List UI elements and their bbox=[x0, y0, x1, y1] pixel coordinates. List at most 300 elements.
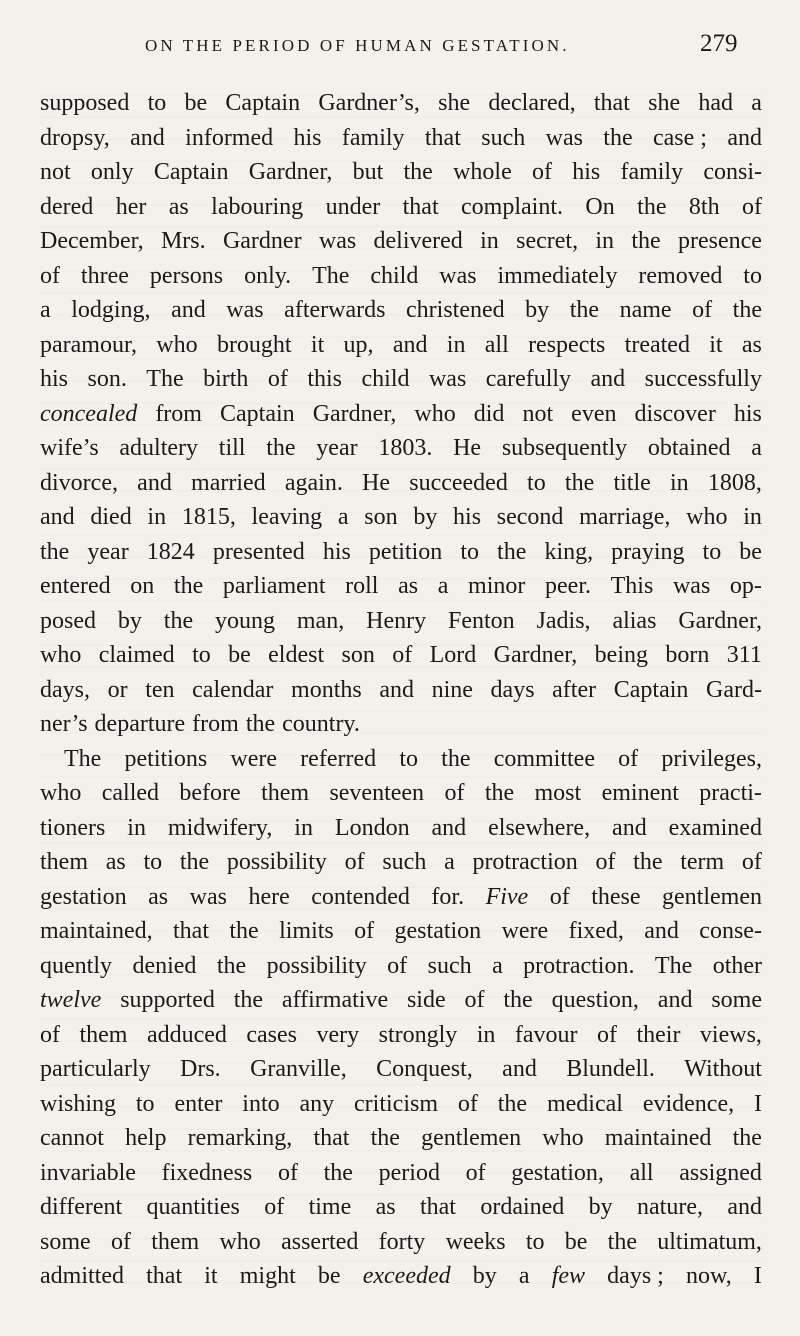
word: 1815, bbox=[181, 504, 236, 530]
word: treated bbox=[624, 331, 690, 358]
word: who bbox=[542, 1125, 584, 1151]
word: a bbox=[444, 849, 455, 875]
word: leaving bbox=[251, 504, 323, 530]
word: dered bbox=[40, 193, 94, 220]
word: minor bbox=[468, 573, 526, 599]
word: man, bbox=[296, 607, 345, 634]
word: and bbox=[392, 331, 428, 358]
word: who bbox=[414, 400, 456, 427]
word: Gardner, bbox=[678, 607, 762, 634]
word: favour bbox=[514, 1021, 578, 1048]
word: delivered bbox=[373, 228, 463, 254]
word: son bbox=[341, 642, 375, 668]
word: labouring bbox=[211, 193, 304, 220]
word: Five bbox=[485, 883, 529, 910]
word: tioners bbox=[40, 814, 106, 841]
word: not bbox=[40, 159, 71, 185]
word: contended bbox=[311, 883, 410, 910]
word: ultimatum, bbox=[657, 1228, 762, 1255]
word: only. bbox=[244, 262, 292, 289]
word: and bbox=[137, 469, 172, 496]
word: twelve bbox=[40, 987, 102, 1013]
word: for. bbox=[431, 883, 465, 910]
word: ordained bbox=[480, 1194, 565, 1220]
word: Gardner’s, bbox=[318, 90, 420, 116]
word: particularly bbox=[40, 1056, 151, 1082]
word: fixedness bbox=[161, 1159, 253, 1186]
text-line bbox=[40, 466, 762, 501]
word: 311 bbox=[726, 642, 762, 668]
word: as bbox=[105, 849, 126, 875]
word: of bbox=[464, 987, 485, 1013]
word: posed bbox=[40, 607, 96, 634]
word: of bbox=[549, 883, 570, 910]
word: who bbox=[219, 1228, 261, 1255]
word: the bbox=[40, 538, 70, 565]
word: denied bbox=[132, 952, 197, 979]
word: that bbox=[419, 1194, 456, 1220]
word: immediately bbox=[497, 262, 618, 289]
word: birth bbox=[203, 366, 249, 392]
word: The bbox=[64, 745, 102, 772]
word: secret, bbox=[516, 228, 579, 254]
word: the bbox=[370, 1125, 400, 1151]
word: be bbox=[564, 1228, 588, 1255]
word: might bbox=[239, 1263, 296, 1289]
word: was bbox=[189, 883, 227, 910]
word: the bbox=[497, 1090, 528, 1117]
word: of bbox=[597, 1021, 617, 1048]
word: persons bbox=[149, 262, 224, 289]
text-line bbox=[40, 259, 762, 294]
word: to bbox=[460, 538, 479, 565]
text-line bbox=[40, 121, 762, 156]
word: gentlemen bbox=[662, 883, 762, 910]
word: all bbox=[629, 1159, 654, 1186]
word: was bbox=[226, 297, 264, 323]
word: who bbox=[40, 780, 82, 806]
word: the bbox=[173, 573, 204, 599]
word: to bbox=[743, 262, 762, 289]
word: term bbox=[680, 849, 725, 875]
word: and bbox=[590, 366, 626, 392]
word: respects bbox=[528, 331, 606, 358]
word: fixed, bbox=[568, 918, 624, 944]
word: afterwards bbox=[284, 297, 386, 323]
word: son. bbox=[87, 366, 127, 392]
word: medical bbox=[546, 1090, 623, 1117]
text-line bbox=[40, 880, 762, 915]
word: 8th bbox=[688, 193, 720, 220]
word: the bbox=[216, 952, 247, 979]
word: and bbox=[612, 814, 647, 841]
word: the bbox=[233, 987, 264, 1013]
text-line bbox=[40, 604, 762, 639]
word: presence bbox=[678, 228, 762, 254]
word: He bbox=[453, 435, 482, 461]
text-line bbox=[40, 293, 762, 328]
word: being bbox=[594, 642, 648, 668]
word: were bbox=[501, 918, 549, 944]
word: case ; bbox=[652, 124, 707, 151]
text-line bbox=[40, 190, 762, 225]
word: strongly bbox=[378, 1021, 458, 1048]
word: was bbox=[672, 573, 711, 599]
word: and bbox=[727, 124, 762, 151]
word: only bbox=[90, 159, 134, 185]
text-line bbox=[40, 742, 762, 777]
word: Henry bbox=[366, 607, 427, 634]
word: praying bbox=[611, 538, 685, 565]
word: possibility bbox=[266, 952, 367, 979]
word: his bbox=[322, 538, 351, 565]
word: that bbox=[146, 1263, 183, 1289]
word: limits bbox=[279, 918, 334, 944]
word: Fenton bbox=[447, 607, 515, 634]
word: Blundell. bbox=[566, 1056, 655, 1082]
word: some bbox=[40, 1228, 91, 1255]
word: till bbox=[218, 435, 246, 461]
word: supported bbox=[120, 987, 215, 1013]
word: Drs. bbox=[180, 1056, 221, 1082]
word: or bbox=[107, 676, 128, 703]
word: gestation, bbox=[511, 1159, 604, 1186]
word: of bbox=[741, 193, 762, 220]
word: in bbox=[480, 228, 499, 254]
word: them bbox=[151, 1228, 200, 1255]
word: period bbox=[378, 1159, 440, 1186]
word: the bbox=[323, 1159, 353, 1186]
word: of bbox=[354, 918, 375, 944]
word: weeks bbox=[445, 1228, 506, 1255]
word: and bbox=[171, 297, 206, 323]
page-number: 279 bbox=[700, 30, 738, 57]
word: before bbox=[179, 780, 241, 806]
word: who bbox=[686, 504, 728, 530]
text-line bbox=[40, 362, 762, 397]
word: adduced bbox=[146, 1021, 227, 1048]
word: the bbox=[179, 849, 210, 875]
word: to bbox=[702, 538, 722, 565]
word: privileges, bbox=[661, 745, 762, 772]
text-line bbox=[40, 1087, 762, 1122]
word: a bbox=[751, 435, 762, 461]
word: affirmative bbox=[281, 987, 389, 1013]
text-line bbox=[40, 500, 762, 535]
word: admitted bbox=[40, 1263, 124, 1289]
word: days, bbox=[40, 676, 90, 703]
word: and bbox=[130, 124, 165, 151]
word: had bbox=[698, 90, 734, 116]
word: be bbox=[739, 538, 762, 565]
word: of bbox=[618, 745, 639, 772]
word: and bbox=[431, 814, 467, 841]
word: but bbox=[352, 159, 384, 185]
word: enter bbox=[174, 1090, 223, 1117]
word: was bbox=[439, 262, 477, 289]
word: alias bbox=[612, 607, 657, 634]
word: and bbox=[379, 676, 414, 703]
word: few bbox=[551, 1263, 586, 1289]
word: and bbox=[657, 987, 693, 1013]
word: Captain bbox=[613, 676, 689, 703]
word: cannot bbox=[40, 1125, 104, 1151]
word: who bbox=[40, 642, 82, 668]
word: their bbox=[636, 1021, 681, 1048]
word: did bbox=[473, 400, 505, 427]
text-line bbox=[40, 155, 762, 190]
running-title: ON THE PERIOD OF HUMAN GESTATION. bbox=[145, 36, 570, 55]
word: that bbox=[424, 124, 461, 151]
word: Captain bbox=[220, 400, 295, 427]
text-line bbox=[40, 673, 762, 708]
word: in bbox=[147, 504, 167, 530]
word: whole bbox=[453, 159, 512, 185]
word: by bbox=[525, 297, 550, 323]
word: Mrs. bbox=[160, 228, 206, 254]
word: days ; bbox=[607, 1263, 664, 1289]
word: of bbox=[264, 1194, 285, 1220]
word: Conquest, bbox=[376, 1056, 473, 1082]
word: examined bbox=[668, 814, 762, 841]
word: concealed bbox=[40, 400, 138, 427]
word: it bbox=[204, 1263, 218, 1289]
text-line bbox=[40, 397, 762, 432]
word: child bbox=[370, 262, 419, 289]
word: side bbox=[406, 987, 446, 1013]
word: by bbox=[117, 607, 142, 634]
word: the bbox=[603, 124, 633, 151]
word: The bbox=[146, 366, 184, 392]
word: king, bbox=[544, 538, 594, 565]
word: in bbox=[476, 1021, 496, 1048]
word: removed bbox=[638, 262, 723, 289]
word: the bbox=[245, 711, 276, 737]
word: conse- bbox=[699, 918, 762, 944]
word: a bbox=[337, 504, 349, 530]
word: of bbox=[741, 849, 762, 875]
word: the bbox=[266, 435, 296, 461]
word: a bbox=[492, 952, 503, 979]
word: from bbox=[192, 711, 239, 737]
word: year bbox=[316, 435, 358, 461]
word: peer. bbox=[545, 573, 591, 599]
word: in bbox=[743, 504, 762, 530]
word: in bbox=[127, 814, 146, 841]
word: of bbox=[40, 1021, 60, 1048]
word: December, bbox=[40, 228, 144, 254]
word: young bbox=[215, 607, 275, 634]
word: Jadis, bbox=[536, 607, 591, 634]
word: be bbox=[228, 642, 251, 668]
word: these bbox=[591, 883, 641, 910]
word: his bbox=[40, 366, 69, 392]
word: views, bbox=[699, 1021, 762, 1048]
word: the bbox=[163, 607, 194, 634]
word: forty bbox=[378, 1228, 426, 1255]
word: protraction. bbox=[523, 952, 635, 979]
word: second bbox=[496, 504, 564, 530]
word: the bbox=[484, 780, 515, 806]
word: the bbox=[497, 538, 527, 565]
word: presented bbox=[212, 538, 305, 565]
word: On bbox=[585, 193, 615, 220]
word: that bbox=[593, 90, 630, 116]
text-line bbox=[40, 1190, 762, 1225]
word: a bbox=[751, 90, 762, 116]
word: successfully bbox=[644, 366, 762, 392]
word: referred bbox=[300, 745, 377, 772]
text-line bbox=[40, 224, 762, 259]
word: his bbox=[453, 504, 482, 530]
word: nature, bbox=[637, 1194, 703, 1220]
word: here bbox=[248, 883, 290, 910]
word: that bbox=[173, 918, 210, 944]
text-line bbox=[40, 983, 762, 1018]
word: very bbox=[316, 1021, 360, 1048]
word: all bbox=[484, 331, 509, 358]
word: family bbox=[341, 124, 405, 151]
word: by bbox=[588, 1194, 613, 1220]
word: wishing bbox=[40, 1090, 117, 1117]
word: married bbox=[191, 469, 266, 496]
word: He bbox=[362, 469, 391, 496]
word: eminent bbox=[601, 780, 679, 806]
word: midwifery, bbox=[167, 814, 273, 841]
word: seventeen bbox=[329, 780, 425, 806]
word: ten bbox=[145, 676, 175, 703]
word: not bbox=[522, 400, 554, 427]
text-line bbox=[40, 328, 762, 363]
word: the bbox=[732, 1125, 762, 1151]
word: now, bbox=[685, 1263, 732, 1289]
word: gentlemen bbox=[421, 1125, 522, 1151]
word: protraction bbox=[472, 849, 578, 875]
word: country. bbox=[282, 711, 360, 737]
word: of bbox=[267, 366, 288, 392]
word: Gardner, bbox=[312, 400, 397, 427]
word: after bbox=[552, 676, 597, 703]
word: obtained bbox=[647, 435, 731, 461]
word: in bbox=[294, 814, 313, 841]
word: be bbox=[184, 90, 208, 116]
word: from bbox=[155, 400, 202, 427]
word: she bbox=[438, 90, 471, 116]
word: and bbox=[40, 504, 75, 530]
word: 1824 bbox=[146, 538, 195, 565]
word: was bbox=[428, 366, 467, 392]
word: ner’s bbox=[40, 711, 88, 737]
word: quently bbox=[40, 952, 112, 979]
word: to bbox=[147, 90, 167, 116]
word: of bbox=[110, 1228, 131, 1255]
word: different bbox=[40, 1194, 123, 1220]
word: maintained, bbox=[40, 918, 153, 944]
word: the bbox=[403, 159, 433, 185]
word: even bbox=[571, 400, 617, 427]
word: of bbox=[595, 849, 616, 875]
word: to bbox=[527, 469, 546, 496]
word: to bbox=[525, 1228, 545, 1255]
word: were bbox=[230, 745, 277, 772]
word: she bbox=[648, 90, 681, 116]
word: Gardner bbox=[222, 228, 302, 254]
word: subsequently bbox=[501, 435, 628, 461]
word: asserted bbox=[281, 1228, 359, 1255]
word: as bbox=[168, 193, 189, 220]
word: I bbox=[753, 1263, 762, 1289]
word: her bbox=[115, 193, 147, 220]
word: and bbox=[727, 1194, 762, 1220]
word: The bbox=[654, 952, 693, 979]
word: dropsy, bbox=[40, 124, 110, 151]
word: committee bbox=[493, 745, 595, 772]
text-line bbox=[40, 1225, 762, 1260]
text-line bbox=[40, 776, 762, 811]
word: entered bbox=[40, 573, 111, 599]
word: in bbox=[595, 228, 615, 254]
word: nine bbox=[431, 676, 473, 703]
word: that bbox=[313, 1125, 350, 1151]
word: up, bbox=[343, 331, 374, 358]
word: any bbox=[299, 1090, 335, 1117]
word: his bbox=[293, 124, 322, 151]
word: and bbox=[644, 918, 679, 944]
word: child bbox=[361, 366, 410, 392]
word: departure bbox=[94, 711, 186, 737]
word: son bbox=[364, 504, 398, 530]
word: divorce, bbox=[40, 469, 118, 496]
word: and bbox=[502, 1056, 537, 1082]
word: evidence, bbox=[642, 1090, 735, 1117]
word: them bbox=[261, 780, 310, 806]
word: by bbox=[413, 504, 438, 530]
word: time bbox=[308, 1194, 352, 1220]
word: paramour, bbox=[40, 331, 137, 358]
word: declared, bbox=[488, 90, 576, 116]
text-line bbox=[40, 1156, 762, 1191]
word: his bbox=[572, 159, 601, 185]
word: of bbox=[387, 952, 408, 979]
word: them bbox=[79, 1021, 128, 1048]
word: of bbox=[40, 262, 60, 289]
word: it bbox=[310, 331, 325, 358]
word: be bbox=[317, 1263, 341, 1289]
word: name bbox=[619, 297, 672, 323]
word: discover bbox=[634, 400, 716, 427]
word: to bbox=[399, 745, 418, 772]
word: other bbox=[712, 952, 762, 979]
word: roll bbox=[345, 573, 379, 599]
word: such bbox=[481, 124, 526, 151]
word: of bbox=[531, 159, 552, 185]
word: informed bbox=[185, 124, 274, 151]
word: christened bbox=[406, 297, 505, 323]
word: 1808, bbox=[707, 469, 762, 496]
word: was bbox=[545, 124, 583, 151]
word: 1803. bbox=[378, 435, 433, 461]
word: the bbox=[633, 849, 663, 875]
text-line bbox=[40, 1018, 762, 1053]
word: carefully bbox=[485, 366, 572, 392]
word: claimed bbox=[98, 642, 175, 668]
word: Granville, bbox=[250, 1056, 347, 1082]
word: family bbox=[620, 159, 684, 185]
word: the bbox=[631, 228, 661, 254]
word: invariable bbox=[40, 1159, 136, 1186]
word: in bbox=[669, 469, 689, 496]
word: calendar bbox=[192, 676, 274, 703]
